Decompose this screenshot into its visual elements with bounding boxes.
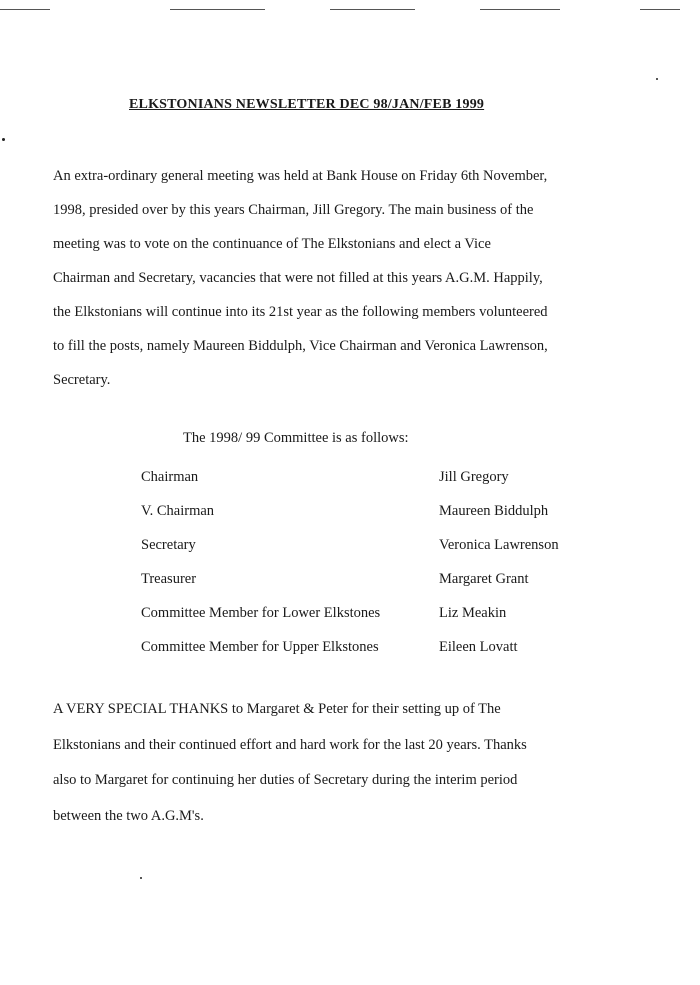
committee-list xyxy=(141,460,581,664)
committee-member-name: Jill Gregory xyxy=(439,469,509,485)
paragraph-line: the Elkstonians will continue into its 21st year as the following members volunteered xyxy=(53,304,548,320)
committee-member-name: Veronica Lawrenson xyxy=(439,537,559,553)
intro-paragraph xyxy=(53,159,593,397)
scan-speck xyxy=(656,78,658,80)
committee-member-name: Maureen Biddulph xyxy=(439,503,549,519)
committee-row xyxy=(141,460,581,494)
committee-member-name: Eileen Lovatt xyxy=(439,639,518,655)
committee-heading: The 1998/ 99 Committee is as follows: xyxy=(183,430,409,446)
scan-artifact-line xyxy=(480,9,560,10)
committee-row xyxy=(141,494,581,528)
committee-role: Committee Member for Upper Elkstones xyxy=(141,639,379,655)
paragraph-line: Chairman and Secretary, vacancies that were not filled at this years A.G.M. Happily, xyxy=(53,270,543,286)
scan-speck xyxy=(140,877,142,879)
scan-artifact-line xyxy=(0,9,50,10)
scan-artifact-line xyxy=(640,9,680,10)
paragraph-line: 1998, presided over by this years Chairman, Jill Gregory. The main business of the xyxy=(53,202,534,218)
paragraph-line: Secretary. xyxy=(53,372,111,388)
committee-row xyxy=(141,630,581,664)
committee-row xyxy=(141,528,581,562)
paragraph-line: to fill the posts, namely Maureen Biddulph, Vice Chairman and Veronica Lawrenson, xyxy=(53,338,548,354)
committee-role: Chairman xyxy=(141,469,199,485)
paragraph-line: between the two A.G.M's. xyxy=(53,807,204,824)
paragraph-line: A VERY SPECIAL THANKS to Margaret & Peter for their setting up of The xyxy=(53,701,501,717)
committee-role: Treasurer xyxy=(141,571,197,587)
committee-member-name: Liz Meakin xyxy=(439,605,507,621)
scan-artifact-line xyxy=(330,9,415,10)
committee-role: Secretary xyxy=(141,537,196,553)
committee-row xyxy=(141,596,581,630)
committee-role: V. Chairman xyxy=(141,503,215,519)
thanks-paragraph xyxy=(53,692,593,834)
newsletter-title: ELKSTONIANS NEWSLETTER DEC 98/JAN/FEB 1999 xyxy=(129,97,485,112)
paragraph-line: meeting was to vote on the continuance of The Elkstonians and elect a Vice xyxy=(53,236,491,252)
committee-member-name: Margaret Grant xyxy=(439,571,529,587)
paragraph-line: also to Margaret for continuing her duties of Secretary during the interim period xyxy=(53,772,518,788)
scan-artifact-line xyxy=(170,9,265,10)
committee-role: Committee Member for Lower Elkstones xyxy=(141,605,381,621)
committee-row xyxy=(141,562,581,596)
scan-speck xyxy=(2,138,5,141)
paragraph-line: An extra-ordinary general meeting was held at Bank House on Friday 6th November, xyxy=(53,168,548,184)
paragraph-line: Elkstonians and their continued effort and hard work for the last 20 years. Thanks xyxy=(53,736,527,753)
